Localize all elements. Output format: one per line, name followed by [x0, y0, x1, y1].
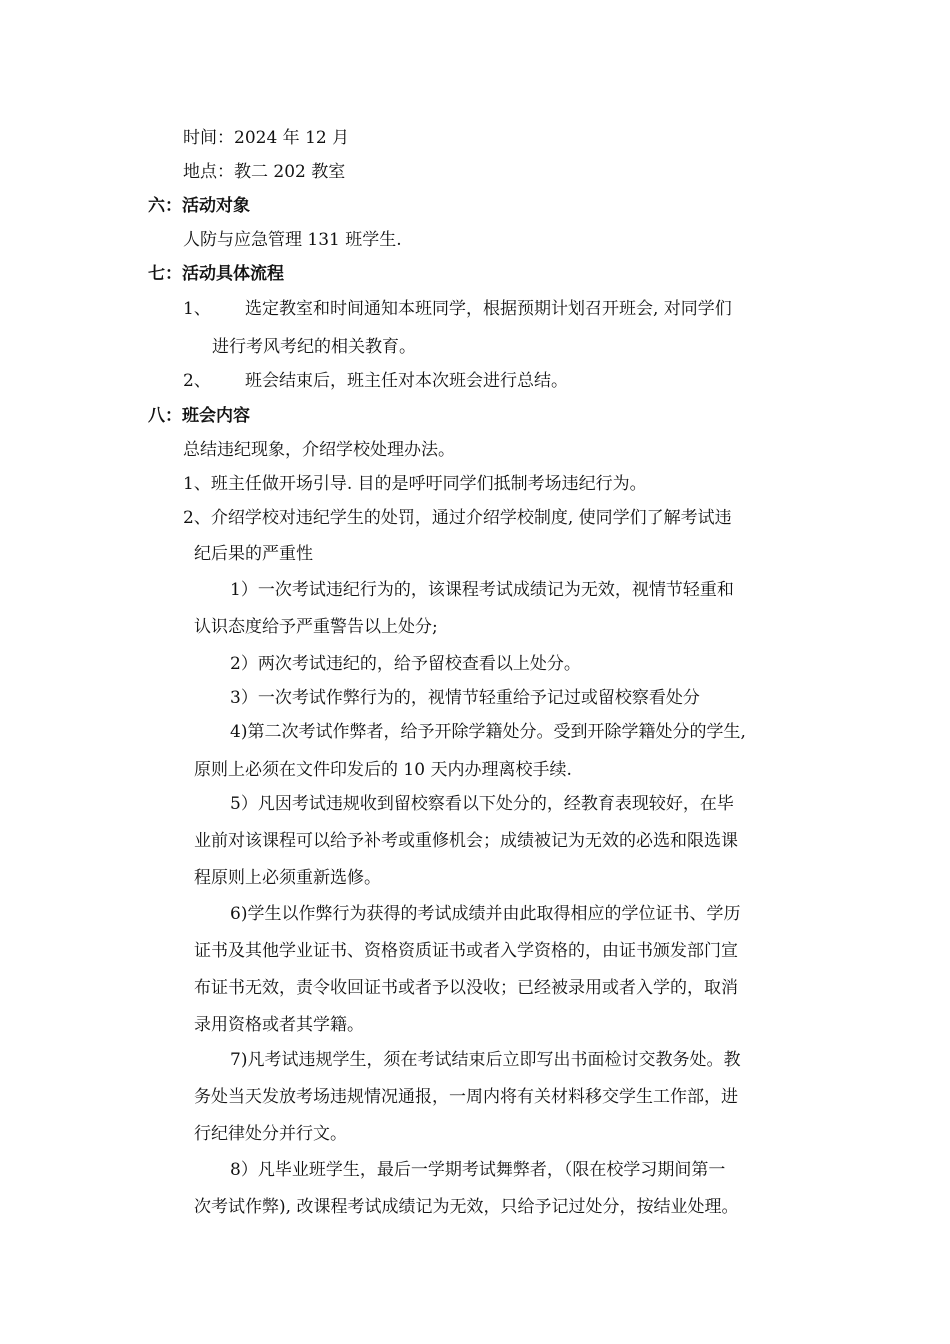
section-6-heading: 六：活动对象: [148, 196, 250, 216]
content-point-1: 1、班主任做开场引导. 目的是呼吁同学们抵制考场违纪行为。: [183, 474, 647, 494]
place-line: 地点：教二 202 教室: [183, 162, 346, 182]
step-1: [183, 297, 732, 321]
rule-3: 3）一次考试作弊行为的，视情节轻重给予记过或留校察看处分: [230, 688, 700, 708]
rule-1: 1）一次考试违纪行为的，该课程考试成绩记为无效，视情节轻重和: [230, 580, 734, 600]
section-8-intro: 总结违纪现象，介绍学校处理办法。: [183, 440, 455, 460]
step-1-text: 选定教室和时间通知本班同学，根据预期计划召开班会, 对同学们: [245, 299, 732, 319]
step-1-number: 1、: [183, 299, 211, 319]
content-point-2-continuation: 纪后果的严重性: [194, 544, 313, 564]
rule-2: 2）两次考试违纪的，给予留校查看以上处分。: [230, 654, 581, 674]
rule-6: 6)学生以作弊行为获得的考试成绩并由此取得相应的学位证书、学历: [230, 904, 741, 924]
rule-5: 5）凡因考试违规收到留校察看以下处分的，经教育表现较好，在毕: [230, 794, 734, 814]
section-8-heading: 八：班会内容: [148, 406, 250, 426]
rule-7-line-2: 务处当天发放考场违规情况通报，一周内将有关材料移交学生工作部，进: [194, 1087, 738, 1107]
section-6-text: 人防与应急管理 131 班学生.: [183, 230, 402, 250]
step-2: [183, 369, 568, 393]
rule-8-continuation: 次考试作弊), 改课程考试成绩记为无效，只给予记过处分，按结业处理。: [194, 1197, 739, 1217]
rule-7: 7)凡考试违规学生，须在考试结束后立即写出书面检讨交教务处。教: [230, 1050, 741, 1070]
rule-5-line-3: 程原则上必须重新选修。: [194, 868, 381, 888]
rule-4: 4)第二次考试作弊者，给予开除学籍处分。受到开除学籍处分的学生,: [230, 722, 746, 742]
step-2-text: 班会结束后，班主任对本次班会进行总结。: [245, 371, 568, 391]
step-2-number: 2、: [183, 371, 211, 391]
time-line: 时间：2024 年 12 月: [183, 128, 350, 148]
section-7-heading: 七：活动具体流程: [148, 264, 284, 284]
rule-5-line-2: 业前对该课程可以给予补考或重修机会；成绩被记为无效的必选和限选课: [194, 831, 738, 851]
rule-6-line-4: 录用资格或者其学籍。: [194, 1015, 364, 1035]
rule-8: 8）凡毕业班学生，最后一学期考试舞弊者，（限在校学习期间第一: [230, 1160, 726, 1180]
rule-7-line-3: 行纪律处分并行文。: [194, 1124, 347, 1144]
step-1-continuation: 进行考风考纪的相关教育。: [212, 337, 416, 357]
rule-1-continuation: 认识态度给予严重警告以上处分;: [194, 617, 438, 637]
rule-4-continuation: 原则上必须在文件印发后的 10 天内办理离校手续.: [194, 760, 572, 780]
content-point-2: 2、介绍学校对违纪学生的处罚，通过介绍学校制度, 使同学们了解考试违: [183, 508, 732, 528]
rule-6-line-3: 布证书无效，责令收回证书或者予以没收；已经被录用或者入学的，取消: [194, 978, 738, 998]
rule-6-line-2: 证书及其他学业证书、资格资质证书或者入学资格的，由证书颁发部门宣: [194, 941, 738, 961]
